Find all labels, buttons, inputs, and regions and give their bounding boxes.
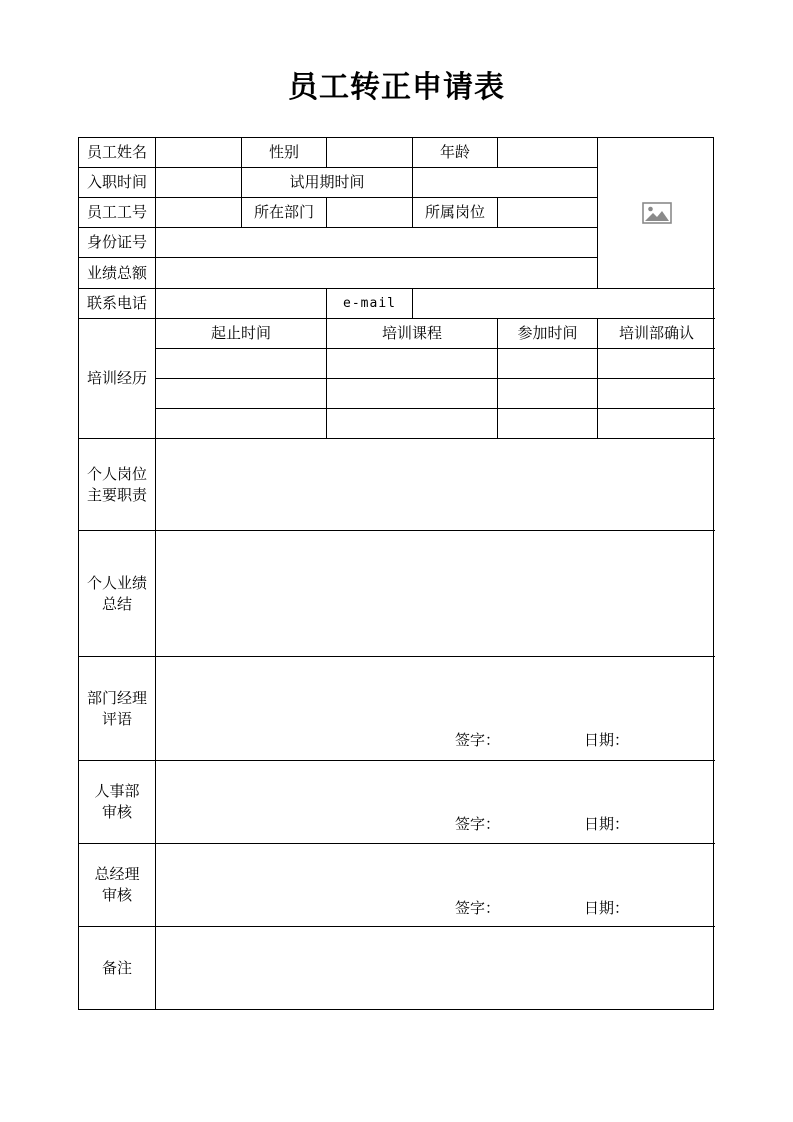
probation-field[interactable] <box>413 168 598 198</box>
label-summary <box>79 531 156 657</box>
gm-signature-label: 签字： <box>455 899 501 917</box>
application-form <box>78 137 714 1010</box>
training-confirm-cell[interactable] <box>598 409 715 439</box>
label-remarks: 备注 <box>79 927 156 1009</box>
label-age: 年龄 <box>413 138 498 168</box>
id-number-field[interactable] <box>156 228 598 258</box>
summary-field[interactable] <box>156 531 715 657</box>
label-summary-line1: 个人业绩 <box>86 573 147 592</box>
label-probation: 试用期时间 <box>242 168 413 198</box>
training-course-cell[interactable] <box>327 349 498 379</box>
gm-date-label: 日期： <box>584 899 630 917</box>
label-emp-id: 员工工号 <box>79 198 156 228</box>
training-attend-cell[interactable] <box>498 349 598 379</box>
label-duties-line2: 主要职责 <box>86 485 147 504</box>
label-gender: 性别 <box>242 138 327 168</box>
age-field[interactable] <box>498 138 598 168</box>
label-hr-line2: 审核 <box>101 803 132 821</box>
gender-field[interactable] <box>327 138 413 168</box>
label-hire-date: 入职时间 <box>79 168 156 198</box>
training-course-cell[interactable] <box>327 409 498 439</box>
training-header-confirm: 培训部确认 <box>598 319 715 349</box>
performance-total-field[interactable] <box>156 258 598 289</box>
position-field[interactable] <box>498 198 598 228</box>
training-period-cell[interactable] <box>156 379 327 409</box>
hire-date-field[interactable] <box>156 168 242 198</box>
manager-date-label: 日期： <box>584 731 630 749</box>
manager-comment-field[interactable] <box>156 657 715 761</box>
training-confirm-cell[interactable] <box>598 349 715 379</box>
training-header-attend: 参加时间 <box>498 319 598 349</box>
hr-signature-label: 签字： <box>455 815 501 833</box>
label-phone: 联系电话 <box>79 289 156 319</box>
remarks-field[interactable] <box>156 927 715 1009</box>
label-email: e-mail <box>327 289 413 319</box>
manager-signature-label: 签字： <box>455 731 501 749</box>
image-placeholder-icon <box>642 202 672 224</box>
label-hr <box>79 761 156 844</box>
label-gm <box>79 844 156 927</box>
training-period-cell[interactable] <box>156 349 327 379</box>
training-header-period: 起止时间 <box>156 319 327 349</box>
label-name: 员工姓名 <box>79 138 156 168</box>
hr-review-field[interactable] <box>156 761 715 844</box>
label-gm-line2: 审核 <box>101 886 132 904</box>
duties-field[interactable] <box>156 439 715 531</box>
label-summary-line2: 总结 <box>101 594 132 613</box>
training-period-cell[interactable] <box>156 409 327 439</box>
training-confirm-cell[interactable] <box>598 379 715 409</box>
label-gm-line1: 总经理 <box>94 865 140 883</box>
label-duties-line1: 个人岗位 <box>86 464 147 483</box>
label-manager-line2: 评语 <box>101 709 132 728</box>
label-manager-line1: 部门经理 <box>86 688 147 707</box>
training-attend-cell[interactable] <box>498 379 598 409</box>
label-department: 所在部门 <box>242 198 327 228</box>
emp-id-field[interactable] <box>156 198 242 228</box>
label-performance-total: 业绩总额 <box>79 258 156 289</box>
training-attend-cell[interactable] <box>498 409 598 439</box>
name-field[interactable] <box>156 138 242 168</box>
department-field[interactable] <box>327 198 413 228</box>
email-field[interactable] <box>413 289 715 319</box>
page-title: 员工转正申请表 <box>288 70 505 105</box>
label-id-number: 身份证号 <box>79 228 156 258</box>
phone-field[interactable] <box>156 289 327 319</box>
label-manager <box>79 657 156 761</box>
label-duties <box>79 439 156 531</box>
training-course-cell[interactable] <box>327 379 498 409</box>
training-header-course: 培训课程 <box>327 319 498 349</box>
gm-review-field[interactable] <box>156 844 715 927</box>
label-training: 培训经历 <box>79 319 156 439</box>
hr-date-label: 日期： <box>584 815 630 833</box>
label-hr-line1: 人事部 <box>94 782 140 800</box>
label-position: 所属岗位 <box>413 198 498 228</box>
photo-box[interactable] <box>598 138 715 289</box>
